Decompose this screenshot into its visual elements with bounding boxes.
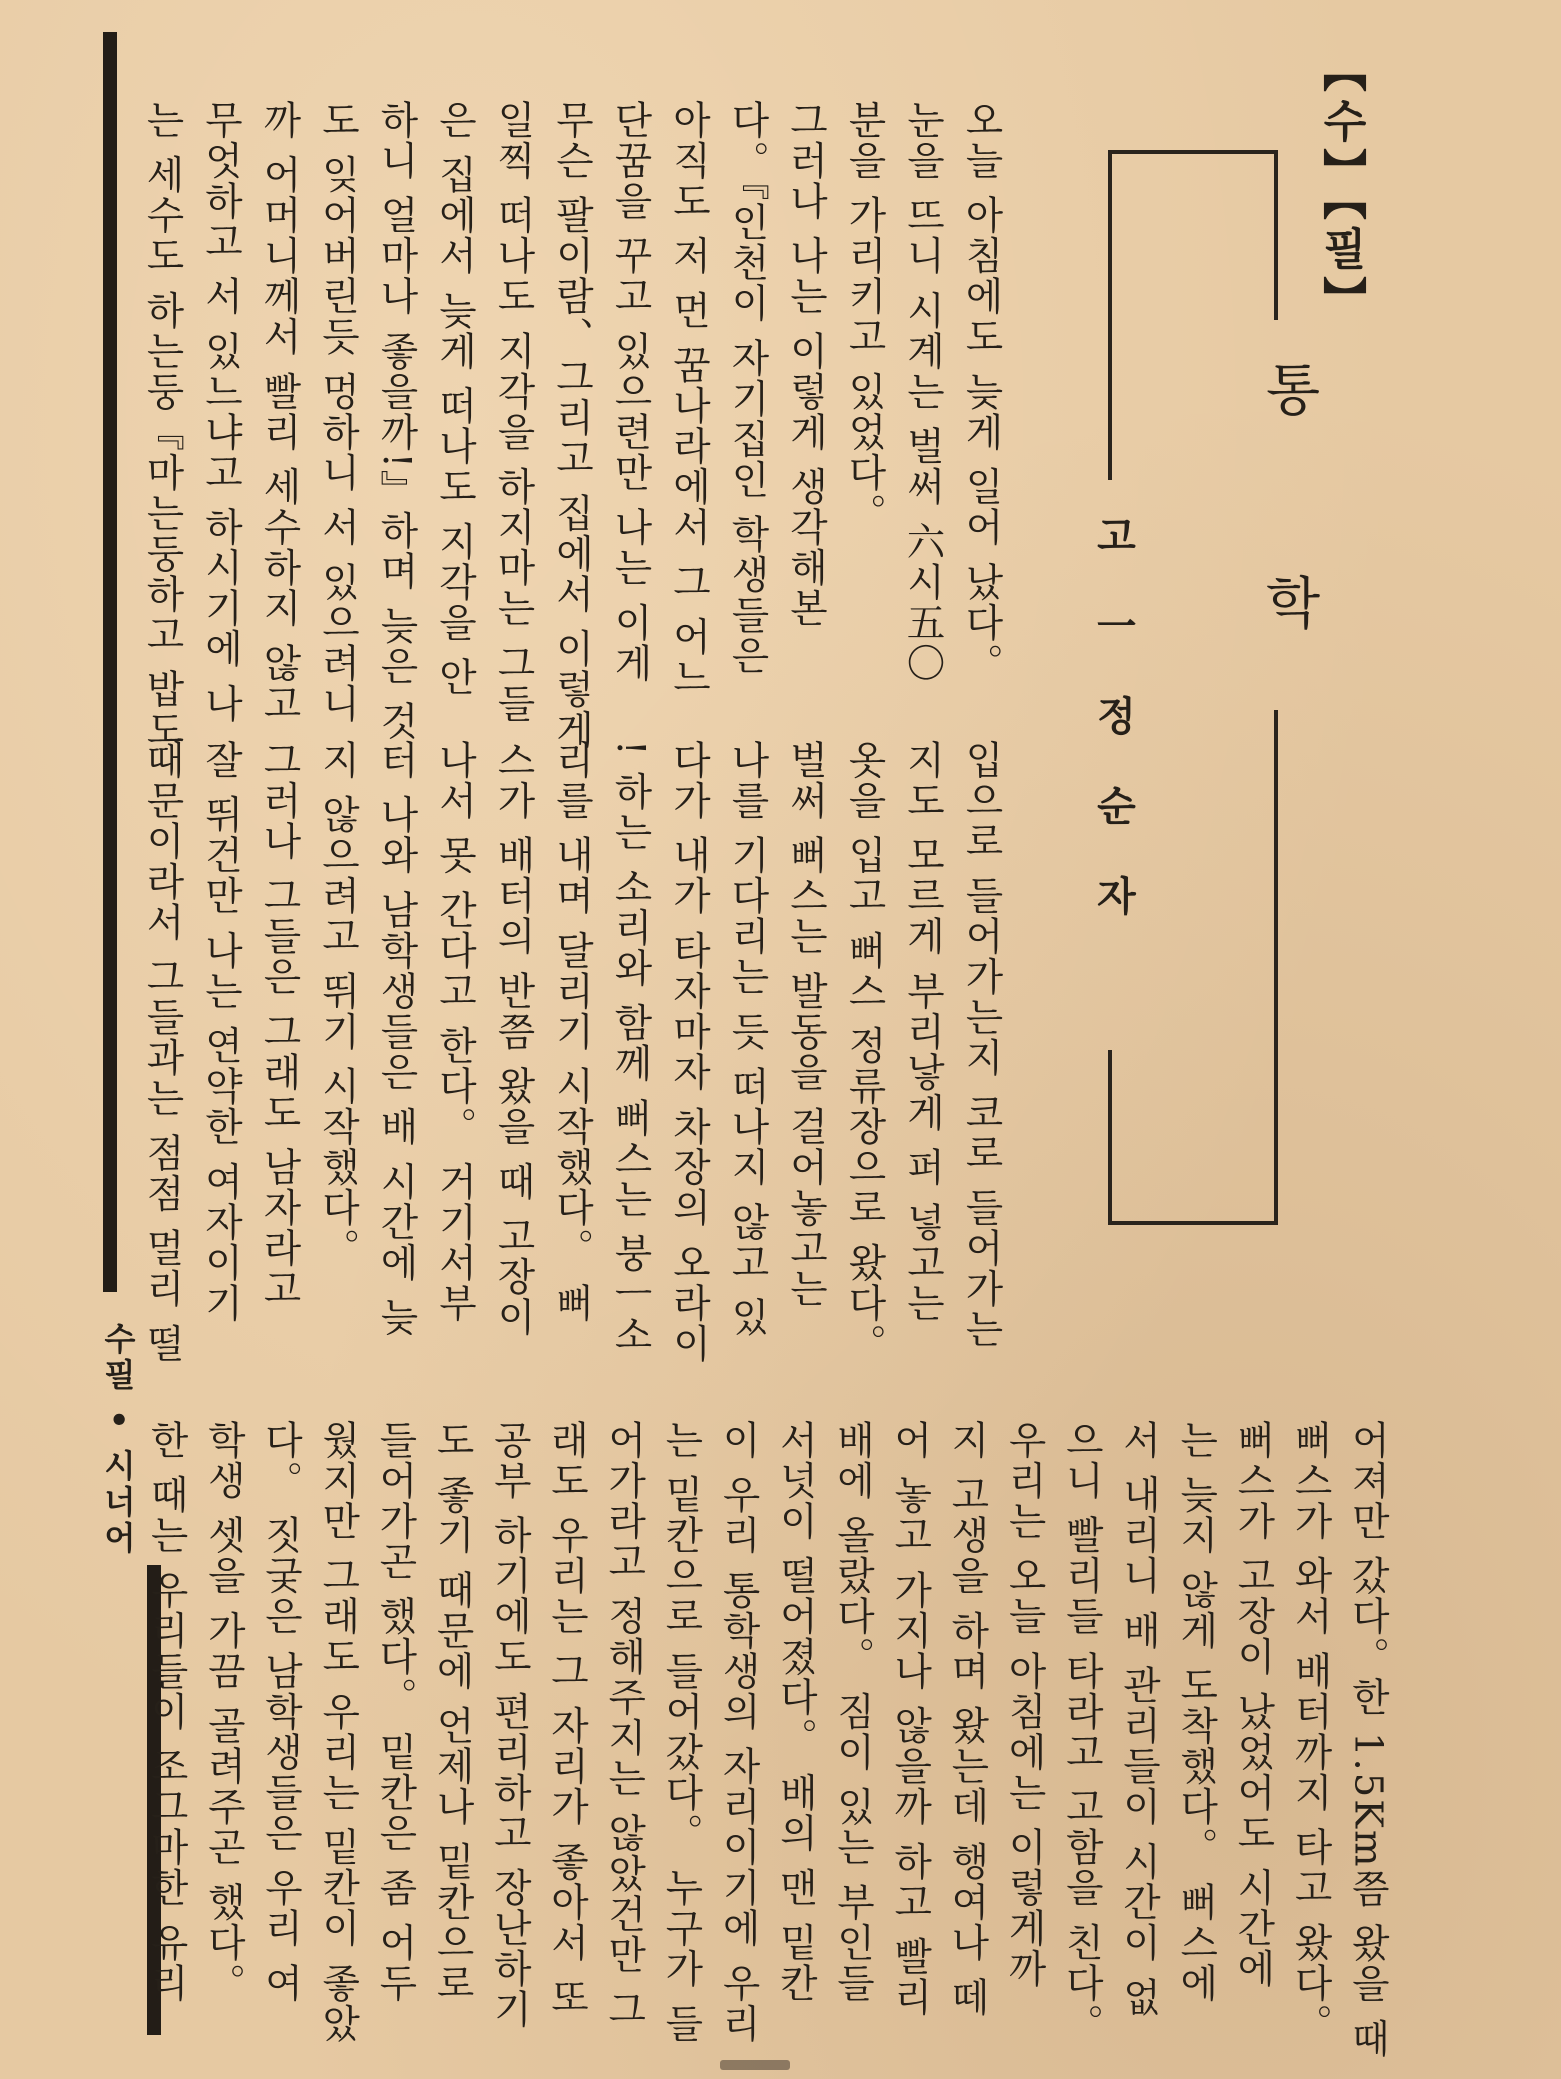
title-box-right-lower — [1274, 710, 1278, 1225]
bottom-column-1: 어져만 갔다。한 1.5Km쯤 왔을 때 — [1345, 1420, 1391, 2059]
bottom-column-19: 웠지만 그래도 우리는 밑칸이 좋았 — [315, 1420, 361, 2044]
middle-column-2: 지도 모르게 부리낳게 퍼 넣고는 — [900, 740, 946, 1324]
bottom-column-7: 우리는 오늘 아침에는 이렇게까 — [1002, 1420, 1048, 1990]
bottom-column-16: 공부 하기에도 편리하고 장난하기 — [487, 1420, 533, 2030]
left-column-rule-top — [103, 32, 117, 1292]
bottom-column-9: 어 놓고 가지나 않을까 하고 빨리 — [887, 1420, 933, 2018]
middle-column-15: 때문이라서 그들과는 점점 멀리 떨 — [140, 740, 185, 1364]
middle-column-6: 다가 내가 타자마자 차장의 오라이 — [666, 740, 712, 1364]
title-box-bottom — [1108, 1221, 1278, 1225]
bottom-column-17: 도 좋기 때문에 언제나 밑칸으로 — [430, 1420, 476, 2004]
top-column-9: 일찍 떠나도 지각을 하지마는 그들 — [491, 100, 536, 724]
bottom-column-15: 래도 우리는 그 자리가 좋아서 또 — [544, 1420, 590, 2018]
bottom-column-13: 는 밑칸으로 들어갔다。 누구가 들 — [658, 1420, 704, 2044]
bottom-text-block — [144, 1420, 1405, 2070]
bottom-column-20: 다。 짓궂은 남학생들은 우리 여 — [258, 1420, 304, 2004]
section-label: 【수】【필】 — [1315, 48, 1366, 326]
top-column-15: 는 세수도 하는둥『마는둥하고 밥도 — [140, 100, 185, 751]
middle-column-3: 옷을 입고 뻐스 정류장으로 왔다。 — [842, 740, 887, 1364]
middle-text-block — [140, 740, 1020, 1380]
page-number-fragment — [720, 2060, 790, 2070]
title-box-top-left — [1108, 150, 1278, 154]
bottom-column-14: 어가라고 정해주지는 않았건만 그 — [601, 1420, 647, 2030]
top-text-block — [140, 100, 1020, 751]
bottom-column-18: 들어가곤 했다。 밑칸은 좀 어두 — [372, 1420, 418, 2004]
top-column-6: 아직도 저 먼 꿈나라에서 그 어느 — [666, 100, 712, 698]
bottom-column-10: 배에 올랐다。 짐이 있는 부인들 — [830, 1420, 876, 2004]
bottom-column-5: 서 내리니 배 관리들이 시간이 없 — [1116, 1420, 1162, 2018]
middle-column-4: 벌써 뻐스는 발동을 걸어놓고는 — [783, 740, 829, 1310]
bottom-column-12: 이 우리 통학생의 자리이기에 우리 — [716, 1420, 762, 2044]
bottom-column-21: 학생 셋을 가끔 골려주곤 했다。 — [201, 1420, 247, 2004]
top-column-7: 단꿈을 꾸고 있으련만 나는 이게 — [608, 100, 653, 684]
bottom-column-2: 뻐스가 와서 배터까지 타고 왔다。 — [1288, 1420, 1334, 2044]
middle-column-1: 입으로 들어가는지 코로 들어가는 — [959, 740, 1004, 1350]
top-column-14: 무엇하고 서 있느냐고 하시기에 나 — [198, 100, 244, 724]
top-column-8: 무슨 팔이람、그리고 집에서 이렇게 — [549, 100, 595, 751]
bottom-column-4: 는 늦지 않게 도착했다。 뻐스에 — [1173, 1420, 1219, 2004]
title-box-left-upper — [1108, 150, 1112, 480]
top-column-2: 눈을 뜨니 시계는 벌써 六시五〇 — [900, 100, 946, 684]
top-column-1: 오늘 아침에도 늦게 일어 났다。 — [959, 100, 1004, 684]
bottom-column-11: 서넛이 떨어졌다。 배의 맨 밑칸 — [773, 1420, 819, 2004]
top-column-4: 그러나 나는 이렇게 생각해본 — [783, 100, 829, 629]
middle-column-8: 리를 내며 달리기 시작했다。 뻐 — [549, 740, 595, 1324]
footer-label: 수필 • 시너어 — [99, 1322, 137, 1557]
title-box-left-lower — [1108, 1050, 1112, 1225]
bottom-column-8: 지 고생을 하며 왔는데 행여나 떼 — [944, 1420, 990, 2018]
essay-title: 통 학 — [1256, 360, 1321, 700]
middle-column-12: 지 않으려고 뛰기 시작했다。 — [315, 740, 361, 1269]
top-column-12: 도 잊어버린듯 멍하니 서 있으려니 — [315, 100, 361, 724]
middle-column-14: 잘 뛰건만 나는 연약한 여자이기 — [198, 740, 244, 1324]
bottom-column-6: 으니 빨리들 타라고 고함을 친다。 — [1059, 1420, 1105, 2044]
middle-column-13: 그러나 그들은 그래도 남자라고 — [257, 740, 302, 1310]
bottom-column-22: 한 때는 우리들이 조그마한 유리 — [144, 1420, 190, 2004]
middle-column-5: 나를 기다리는 듯 떠나지 않고 있 — [725, 740, 770, 1338]
title-box-right-upper — [1274, 150, 1278, 320]
author-name: 고 一 정 순 자 — [1090, 515, 1136, 933]
middle-column-7: ! 하는 소리와 함께 뻐스는 붕ㅡ소 — [608, 740, 653, 1356]
top-column-11: 하니 얼마나 좋을까!』하며 늦은 것 — [374, 100, 419, 742]
middle-column-11: 터 나와 남학생들은 배 시간에 늦 — [374, 740, 419, 1338]
top-column-5: 다。『인천이 자기집인 학생들은 — [725, 100, 770, 677]
middle-column-9: 스가 배터의 반쯤 왔을 때 고장이 — [491, 740, 536, 1338]
bottom-column-3: 뻐스가 고장이 났었어도 시간에 — [1230, 1420, 1276, 1990]
top-column-3: 분을 가리키고 있었다。 — [842, 100, 887, 534]
top-column-13: 까 어머니께서 빨리 세수하지 않고 — [257, 100, 302, 724]
top-column-10: 은 집에서 늦게 떠나도 지각을 안 — [432, 100, 478, 698]
middle-column-10: 나서 못 간다고 한다。 거기서부 — [432, 740, 478, 1324]
